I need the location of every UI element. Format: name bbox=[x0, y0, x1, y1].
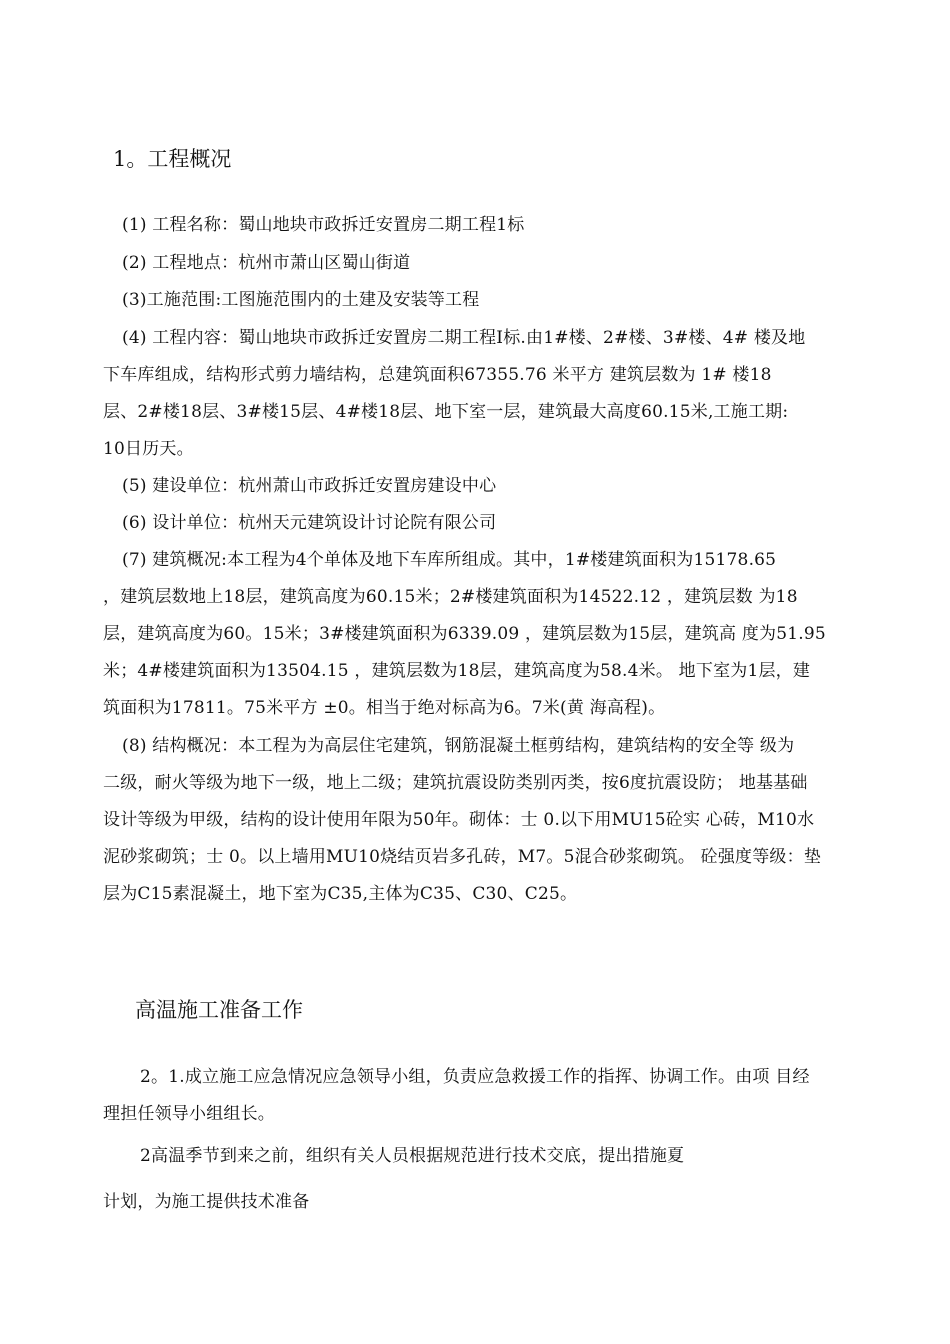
section-1-line: 层为C15素混凝土，地下室为C35,主体为C35、C30、C25。 bbox=[103, 884, 578, 904]
section-1-line: 层，建筑高度为60。15米；3#楼建筑面积为6339.09 ，建筑层数为15层，建筑高 度为51.95 bbox=[103, 624, 826, 644]
section-1-line: 下车库组成，结构形式剪力墙结构，总建筑面积67355.76 米平方 建筑层数为 1# 楼18 bbox=[103, 365, 772, 385]
section-1-line: (1) 工程名称：蜀山地块市政拆迁安置房二期工程1标 bbox=[122, 215, 525, 235]
section-1-line: (7) 建筑概况:本工程为4个单体及地下车库所组成。其中，1#楼建筑面积为15178.65 bbox=[122, 550, 777, 570]
section-1-line: (8) 结构概况：本工程为为高层住宅建筑，钢筋混凝土框剪结构，建筑结构的安全等 级为 bbox=[122, 736, 795, 756]
section-1-line: (4) 工程内容：蜀山地块市政拆迁安置房二期工程Ⅰ标.由1#楼、2#楼、3#楼、4# 楼及地 bbox=[122, 328, 806, 348]
section-1-line: 筑面积为17811。75米平方 ±0。相当于绝对标高为6。7米(黄 海高程)。 bbox=[103, 698, 666, 718]
section-2-title: 高温施工准备工作 bbox=[135, 998, 303, 1022]
section-1-line: (6) 设计单位：杭州天元建筑设计讨论院有限公司 bbox=[122, 513, 497, 533]
section-2-line: 计划，为施工提供技术准备 bbox=[103, 1192, 310, 1212]
section-2-line: 2。1.成立施工应急情况应急领导小组，负责应急救援工作的指挥、协调工作。由项 目经 bbox=[140, 1067, 810, 1087]
section-1-line: 10日历天。 bbox=[103, 439, 194, 459]
section-1-line: 泥砂浆砌筑；士 0。以上墙用MU10烧结页岩多孔砖，M7。5混合砂浆砌筑。 砼强度等级：垫 bbox=[103, 847, 822, 867]
section-2-line: 2高温季节到来之前，组织有关人员根据规范进行技术交底，提出措施夏 bbox=[140, 1146, 685, 1166]
section-1-line: (3)工施范围:工图施范围内的土建及安装等工程 bbox=[122, 290, 480, 310]
section-1-line: 设计等级为甲级，结构的设计使用年限为50年。砌体：士 0.以下用MU15砼实 心砖，M10水 bbox=[103, 810, 815, 830]
section-1-line: ，建筑层数地上18层，建筑高度为60.15米；2#楼建筑面积为14522.12 ，建筑层数 为18 bbox=[103, 587, 798, 607]
section-1-line: (2) 工程地点：杭州市萧山区蜀山街道 bbox=[122, 253, 411, 273]
section-1-line: 米；4#楼建筑面积为13504.15 ，建筑层数为18层，建筑高度为58.4米。 地下室为1层，建 bbox=[103, 661, 811, 681]
section-1-line: 二级，耐火等级为地下一级，地上二级；建筑抗震设防类别丙类，按6度抗震设防； 地基基础 bbox=[103, 773, 808, 793]
section-2-line: 理担任领导小组组长。 bbox=[103, 1104, 275, 1124]
section-1-line: 层、2#楼18层、3#楼15层、4#楼18层、地下室一层，建筑最大高度60.15米,工施工期: bbox=[103, 402, 789, 422]
section-1-line: (5) 建设单位：杭州萧山市政拆迁安置房建设中心 bbox=[122, 476, 497, 496]
section-1-title: 1。工程概况 bbox=[113, 147, 232, 171]
